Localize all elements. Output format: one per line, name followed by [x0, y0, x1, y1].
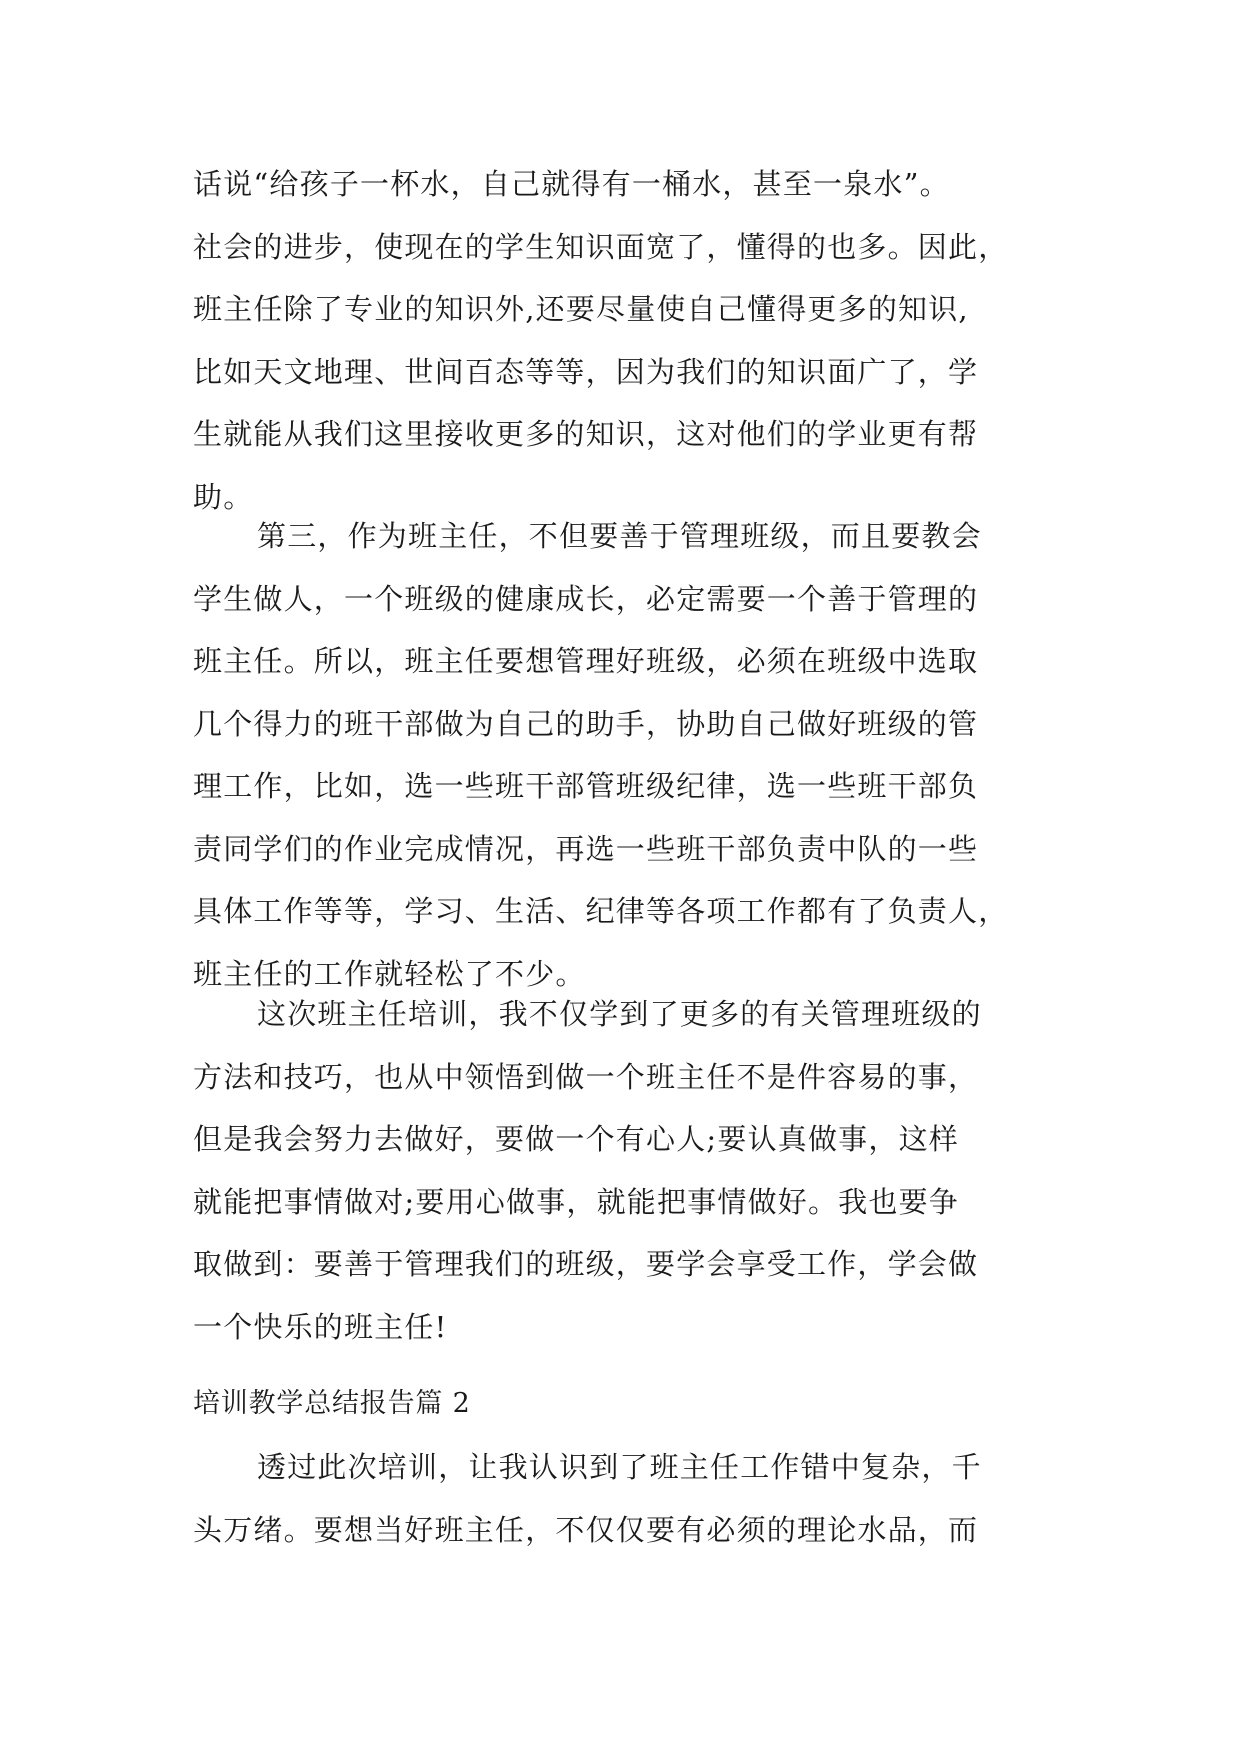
paragraph-1: [193, 153, 1093, 528]
paragraph-4: [193, 1436, 1093, 1561]
text-line: 班主任除了专业的知识外,还要尽量使自己懂得更多的知识,: [193, 292, 969, 326]
text-line: 比如天文地理、世间百态等等，因为我们的知识面广了，学: [193, 354, 979, 389]
text-line: 话说“给孩子一杯水，自己就得有一桶水，甚至一泉水”。: [193, 167, 950, 201]
text-line: 助。: [193, 479, 254, 514]
text-line: 社会的进步，使现在的学生知识面宽了，懂得的也多。因此，: [193, 229, 1009, 264]
paragraph-3: [193, 983, 1093, 1358]
text-line: 就能把事情做对;要用心做事，就能把事情做好。我也要争: [193, 1184, 959, 1219]
text-line: 几个得力的班干部做为自己的助手，协助自己做好班级的管: [193, 706, 979, 741]
text-line: 方法和技巧，也从中领悟到做一个班主任不是件容易的事，: [193, 1059, 979, 1094]
section-heading: 培训教学总结报告篇 2: [193, 1388, 471, 1419]
text-line: 取做到：要善于管理我们的班级，要学会享受工作，学会做: [193, 1247, 979, 1281]
text-line: 责同学们的作业完成情况，再选一些班干部负责中队的一些: [193, 831, 979, 866]
text-line: 但是我会努力去做好，要做一个有心人;要认真做事，这样: [193, 1122, 959, 1156]
text-line: 生就能从我们这里接收更多的知识，这对他们的学业更有帮: [193, 417, 979, 451]
text-line: 理工作，比如，选一些班干部管班级纪律，选一些班干部负: [193, 769, 979, 803]
text-line: 学生做人，一个班级的健康成长，必定需要一个善于管理的: [193, 581, 979, 616]
text-line: 具体工作等等，学习、生活、纪律等各项工作都有了负责人，: [193, 894, 1009, 928]
paragraph-2: [193, 505, 1093, 1005]
text-line: 第三，作为班主任，不但要善于管理班级，而且要教会: [257, 519, 982, 553]
text-line: 班主任。所以，班主任要想管理好班级，必须在班级中选取: [193, 644, 979, 678]
text-line: 一个快乐的班主任!: [193, 1309, 448, 1344]
text-line: 透过此次培训，让我认识到了班主任工作错中复杂，千: [257, 1450, 982, 1484]
text-line: 这次班主任培训，我不仅学到了更多的有关管理班级的: [257, 997, 982, 1031]
text-line: 头万绪。要想当好班主任，不仅仅要有必须的理论水品，而: [193, 1512, 979, 1547]
text-line: 班主任的工作就轻松了不少。: [193, 956, 586, 991]
section-heading-block: [193, 1373, 1093, 1435]
